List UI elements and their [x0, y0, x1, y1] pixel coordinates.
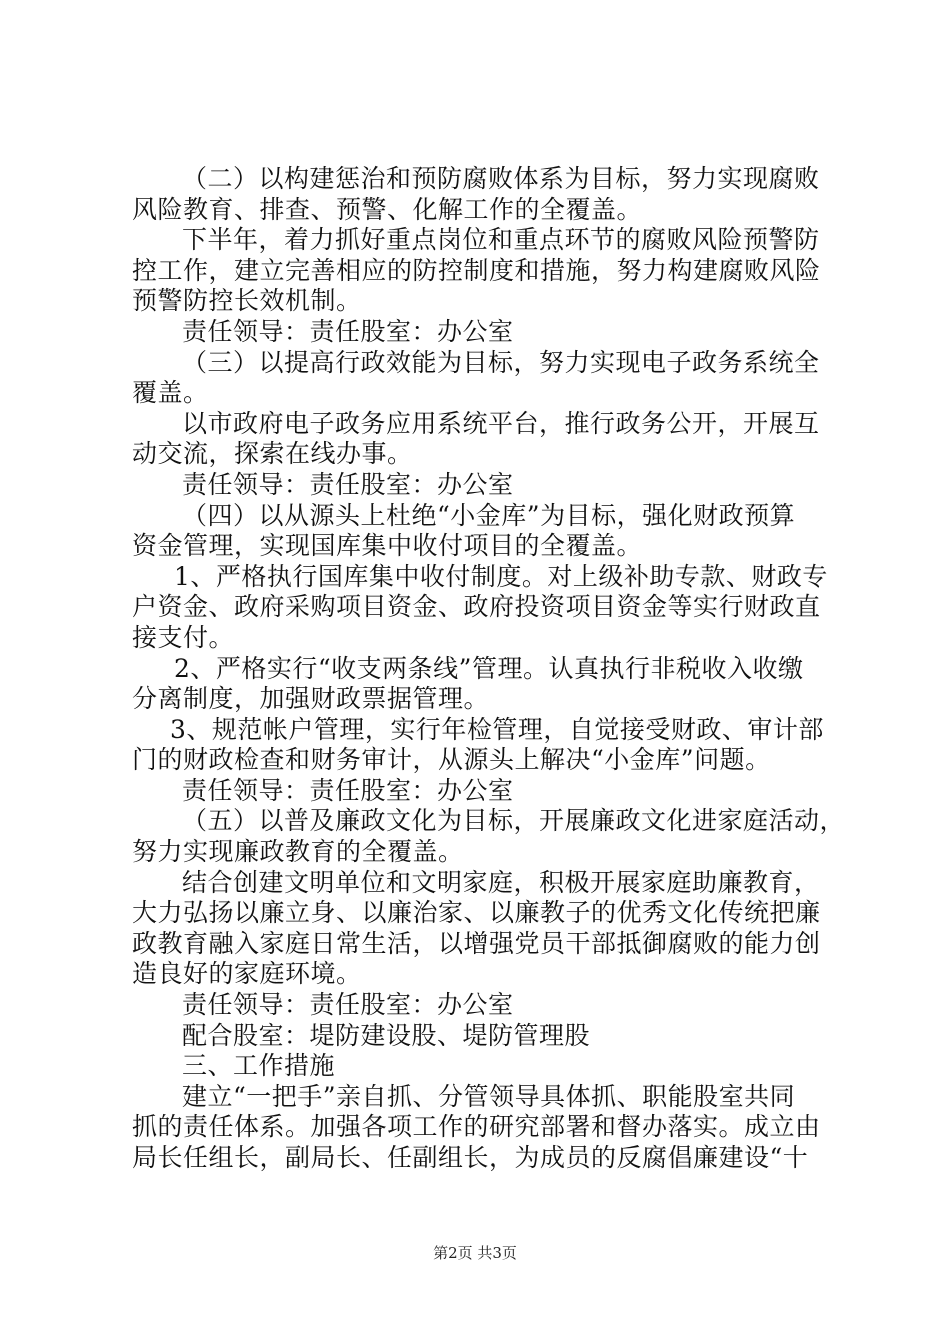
- text-line: 配合股室：堤防建设股、堤防管理股: [182, 1020, 591, 1050]
- text-line: 2、严格实行“收支两条线”管理。认真执行非税收入收缴: [174, 653, 804, 683]
- text-line: 户资金、政府采购项目资金、政府投资项目资金等实行财政直: [132, 592, 821, 622]
- text-line: 下半年，着力抓好重点岗位和重点环节的腐败风险预警防: [182, 225, 820, 255]
- text-line: 责任领导：责任股室：办公室: [182, 316, 514, 346]
- text-line: 责任领导：责任股室：办公室: [182, 775, 514, 805]
- text-line: 三、工作措施: [182, 1051, 336, 1081]
- text-line: 以市政府电子政务应用系统平台，推行政务公开，开展互: [182, 408, 820, 438]
- page-footer: 第2页 共3页: [433, 1244, 517, 1262]
- text-line: 责任领导：责任股室：办公室: [182, 990, 514, 1020]
- text-line: 抓的责任体系。加强各项工作的研究部署和督办落实。成立由: [132, 1112, 821, 1142]
- text-line: 动交流，探索在线办事。: [132, 439, 413, 469]
- text-line: 责任领导：责任股室：办公室: [182, 469, 514, 499]
- text-line: 大力弘扬以廉立身、以廉治家、以廉教子的优秀文化传统把廉: [132, 898, 821, 928]
- text-line: 造良好的家庭环境。: [132, 959, 362, 989]
- text-line: 控工作，建立完善相应的防控制度和措施，努力构建腐败风险: [132, 255, 821, 285]
- text-line: 资金管理，实现国库集中收付项目的全覆盖。: [132, 531, 643, 561]
- text-line: 预警防控长效机制。: [132, 286, 362, 316]
- text-line: 建立“一把手”亲自抓、分管领导具体抓、职能股室共同: [182, 1081, 796, 1111]
- text-line: 门的财政检查和财务审计，从源头上解决“小金库”问题。: [132, 745, 771, 775]
- text-line: 局长任组长，副局长、任副组长，为成员的反腐倡廉建设“十: [132, 1143, 809, 1172]
- text-line: 1、严格执行国库集中收付制度。对上级补助专款、财政专: [174, 561, 828, 591]
- text-line: 覆盖。: [132, 378, 209, 408]
- text-line: 政教育融入家庭日常生活，以增强党员干部抵御腐败的能力创: [132, 928, 821, 958]
- text-line: 风险教育、排查、预警、化解工作的全覆盖。: [132, 194, 643, 224]
- text-line: 接支付。: [132, 622, 235, 652]
- text-line: 结合创建文明单位和文明家庭，积极开展家庭助廉教育，: [182, 867, 820, 897]
- text-line: 努力实现廉政教育的全覆盖。: [132, 837, 464, 867]
- text-line: （二）以构建惩治和预防腐败体系为目标，努力实现腐败: [182, 164, 820, 193]
- text-line: （三）以提高行政效能为目标，努力实现电子政务系统全: [182, 347, 820, 377]
- text-line: 3、规范帐户管理，实行年检管理，自觉接受财政、审计部: [170, 714, 824, 744]
- text-line: 分离制度，加强财政票据管理。: [132, 684, 490, 714]
- text-line: （四）以从源头上杜绝“小金库”为目标，强化财政预算: [182, 500, 796, 530]
- text-line: （五）以普及廉政文化为目标，开展廉政文化进家庭活动，: [182, 806, 846, 836]
- document-body: [132, 164, 846, 1174]
